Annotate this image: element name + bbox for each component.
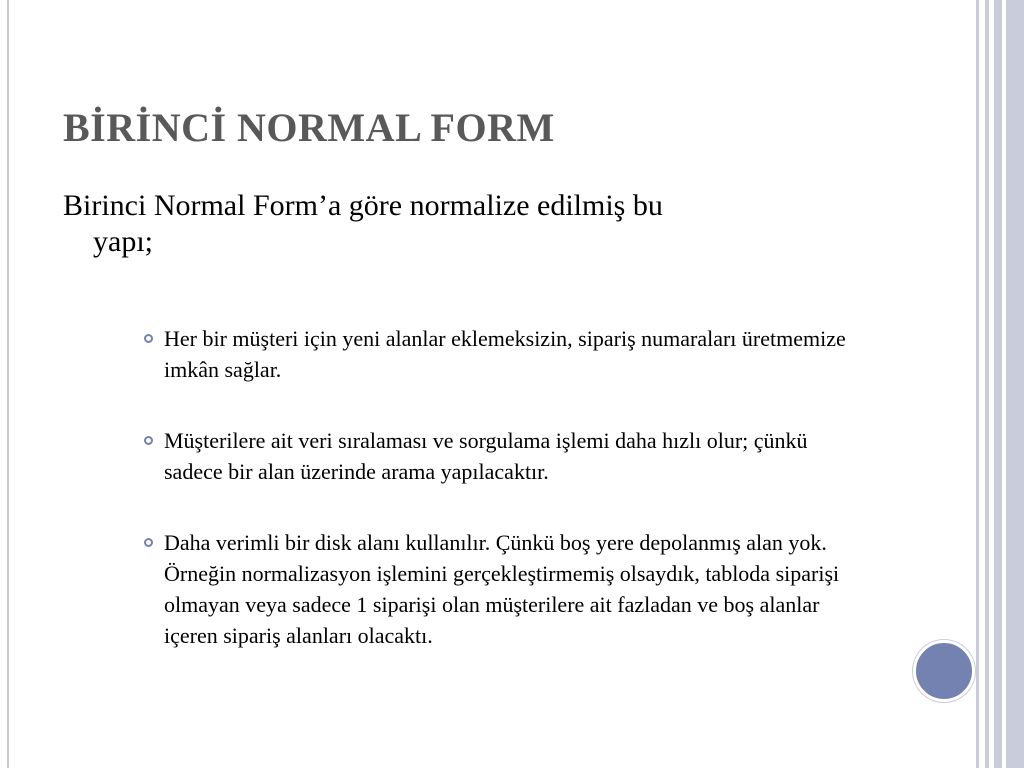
left-border-line [7, 0, 9, 768]
lead-line-2: yapı; [93, 225, 153, 258]
hollow-circle-bullet-icon [144, 334, 153, 343]
bullet-text: Müşterilere ait veri sıralaması ve sorgulama işlemi daha hızlı olur; çünkü sadece bir alan üzerinde arama yapılacaktır. [164, 428, 808, 484]
hollow-circle-bullet-icon [144, 436, 153, 445]
lead-line-1: Birinci Normal Form’a göre normalize edilmiş bu [63, 189, 663, 222]
decorative-circle [913, 640, 975, 702]
bullet-text: Daha verimli bir disk alanı kullanılır. Çünkü boş yere depolanmış alan yok. Örneğin normalizasyon işlemini gerçekleştirmemiş olsaydık, tabloda siparişi olmayan veya sadece 1 siparişi olan müşterilere ait fazladan ve boş alanlar içeren sipariş alanları olacaktı. [164, 530, 840, 648]
deco-bar [994, 0, 1002, 768]
bullet-item [144, 527, 864, 651]
right-decorative-bars [976, 0, 1024, 768]
hollow-circle-bullet-icon [144, 538, 153, 547]
bullet-list [144, 323, 864, 691]
lead-paragraph [63, 188, 863, 260]
bullet-item [144, 425, 864, 487]
bullet-item [144, 323, 864, 385]
bullet-text: Her bir müşteri için yeni alanlar eklemeksizin, sipariş numaraları üretmemize imkân sağlar. [164, 326, 846, 382]
slide-title: BİRİNCİ NORMAL FORM [63, 105, 555, 150]
deco-bar [1006, 0, 1024, 768]
